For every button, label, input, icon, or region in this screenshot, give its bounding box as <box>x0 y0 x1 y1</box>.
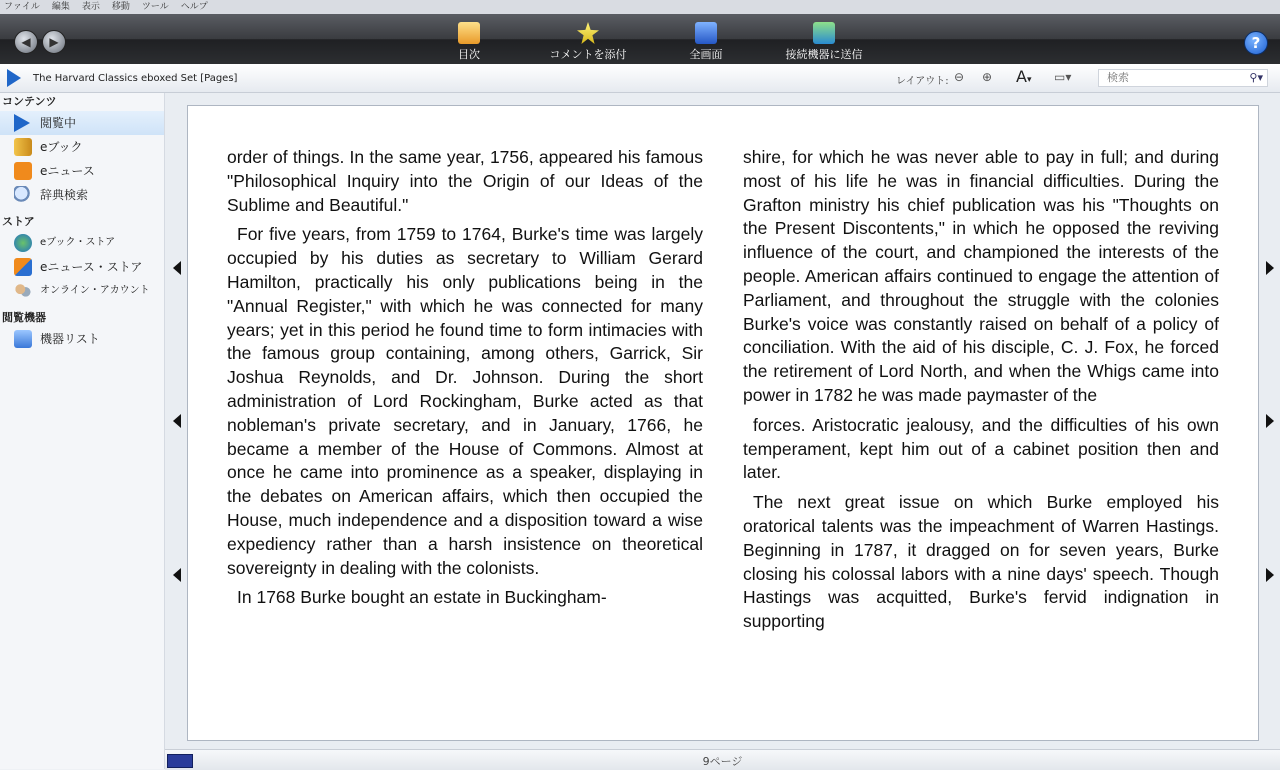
forward-button[interactable]: ▶ <box>42 30 66 54</box>
paragraph: The next great issue on which Burke employed his oratorical talents was the impeachment of Warren Hastings. Beginning in 1787, it dragged on for seven years, Burke closing his colossal labors with a nine days' speech. Though Hastings was acquitted, Burke's fervid indignation in supporting <box>743 492 1219 632</box>
send-to-device-button[interactable]: 接続機器に送信 <box>774 22 874 62</box>
fullscreen-icon <box>695 22 717 44</box>
star-icon <box>577 22 599 44</box>
book-title: The Harvard Classics eboxed Set [Pages] <box>33 73 238 84</box>
address-bar <box>0 64 1280 93</box>
store-heading: ストア <box>2 215 35 228</box>
layout-label: レイアウト: <box>896 76 949 87</box>
sidebar-item-reading[interactable]: 閲覧中 <box>0 111 164 135</box>
search-icon[interactable]: ⚲▾ <box>1249 71 1263 84</box>
paragraph: forces. Aristocratic jealousy, and the difficulties of his own temperament, kept him out of a cabinet position then and later. <box>743 414 1219 483</box>
main-toolbar <box>0 14 1280 64</box>
device-icon <box>14 330 32 348</box>
right-column <box>743 146 1219 640</box>
paragraph: shire, for which he was never able to pay in full; and during most of his life he was in financial difficulties. During the Grafton ministry his chief publication was his "Thoughts on the Present Discontents," in which he opposed the reviving influence of the court, and championed the interests of the people. American affairs continued to engage the attention of Parliament, and throughout the struggle with the colonies Burke's voice was constantly raised on behalf of a policy of conciliation. With the aid of his disciple, C. J. Fox, he forced the retirement of Lord North, and when the Whigs came into power in 1782 he was made paymaster of the <box>743 147 1219 405</box>
play-icon <box>7 69 21 87</box>
next-page-arrow[interactable] <box>1266 568 1274 582</box>
next-page-arrow[interactable] <box>1266 261 1274 275</box>
paragraph: order of things. In the same year, 1756, appeared his famous "Philosophical Inquiry into the Origin of our Ideas of the Sublime and Beautiful." <box>227 147 703 215</box>
help-button[interactable]: ? <box>1244 31 1268 55</box>
reading-area <box>165 93 1280 749</box>
device-send-icon <box>813 22 835 44</box>
sidebar-item-online-account[interactable]: オンライン・アカウント <box>0 279 164 303</box>
page-number: 9ページ <box>702 755 743 768</box>
book-page <box>187 105 1259 741</box>
prev-page-arrow[interactable] <box>173 261 181 275</box>
home-icon <box>458 22 480 44</box>
sidebar-item-dictionary[interactable]: 辞典検索 <box>0 183 164 207</box>
sidebar-item-enews-store[interactable]: eニュース・ストア <box>0 255 164 279</box>
menu-help[interactable]: ヘルプ <box>180 2 208 12</box>
font-size-button[interactable]: A▾ <box>1016 67 1032 86</box>
fullscreen-button[interactable]: 全画面 <box>682 22 730 62</box>
menu-bar <box>0 0 1280 14</box>
menu-view[interactable]: 表示 <box>81 2 100 12</box>
prev-page-arrow[interactable] <box>173 414 181 428</box>
paragraph: For five years, from 1759 to 1764, Burke's time was largely occupied by his duties as secretary to William Gerard Hamilton, practically his only publications being in the "Annual Register," with which he was connected for many years; yet in this period he found time to form intimacies with the famous group containing, among others, Garrick, Sir Joshua Reynolds, and Dr. Johnson. During the short administration of Lord Rockingham, Burke acted as that nobleman's private secretary, and in January, 1766, he became a member of the House of Commons. Almost at once he came into prominence as a speaker, displaying in the debates on American affairs, which then occupied the House, much independence and a disposition toward a wise expediency rather than a harsh insistence on theoretical sovereignty in dealing with the colonists. <box>227 224 703 578</box>
status-bar <box>165 749 1280 770</box>
menu-file[interactable]: ファイル <box>4 2 40 12</box>
paragraph: In 1768 Burke bought an estate in Buckingham- <box>237 587 607 608</box>
page-layout-icon[interactable]: ▭▾ <box>1054 70 1072 84</box>
play-icon <box>14 114 30 132</box>
left-column <box>227 146 703 616</box>
globe-icon <box>14 234 32 252</box>
sidebar <box>0 93 165 769</box>
rss-icon <box>14 162 32 180</box>
zoom-in-icon[interactable]: ⊕ <box>982 70 993 84</box>
contents-heading: コンテンツ <box>2 95 57 108</box>
device-heading: 閲覧機器 <box>2 311 46 324</box>
sidebar-item-device-list[interactable]: 機器リスト <box>0 327 164 351</box>
sidebar-item-ebook[interactable]: eブック <box>0 135 164 159</box>
books-icon <box>14 138 32 156</box>
next-page-arrow[interactable] <box>1266 414 1274 428</box>
news-store-icon <box>14 258 32 276</box>
toc-button[interactable]: 目次 <box>446 22 492 62</box>
menu-edit[interactable]: 編集 <box>51 2 70 12</box>
zoom-out-icon[interactable]: ⊖ <box>954 70 965 84</box>
prev-page-arrow[interactable] <box>173 568 181 582</box>
sidebar-item-ebook-store[interactable]: eブック・ストア <box>0 231 164 255</box>
sidebar-item-enews[interactable]: eニュース <box>0 159 164 183</box>
add-comment-button[interactable]: コメントを添付 <box>540 22 636 62</box>
users-icon <box>14 282 32 300</box>
menu-tools[interactable]: ツール <box>141 2 169 12</box>
search-input[interactable]: 検索 ⚲▾ <box>1098 69 1268 87</box>
magnifier-icon <box>14 186 32 204</box>
back-button[interactable]: ◀ <box>14 30 38 54</box>
menu-move[interactable]: 移動 <box>111 2 130 12</box>
